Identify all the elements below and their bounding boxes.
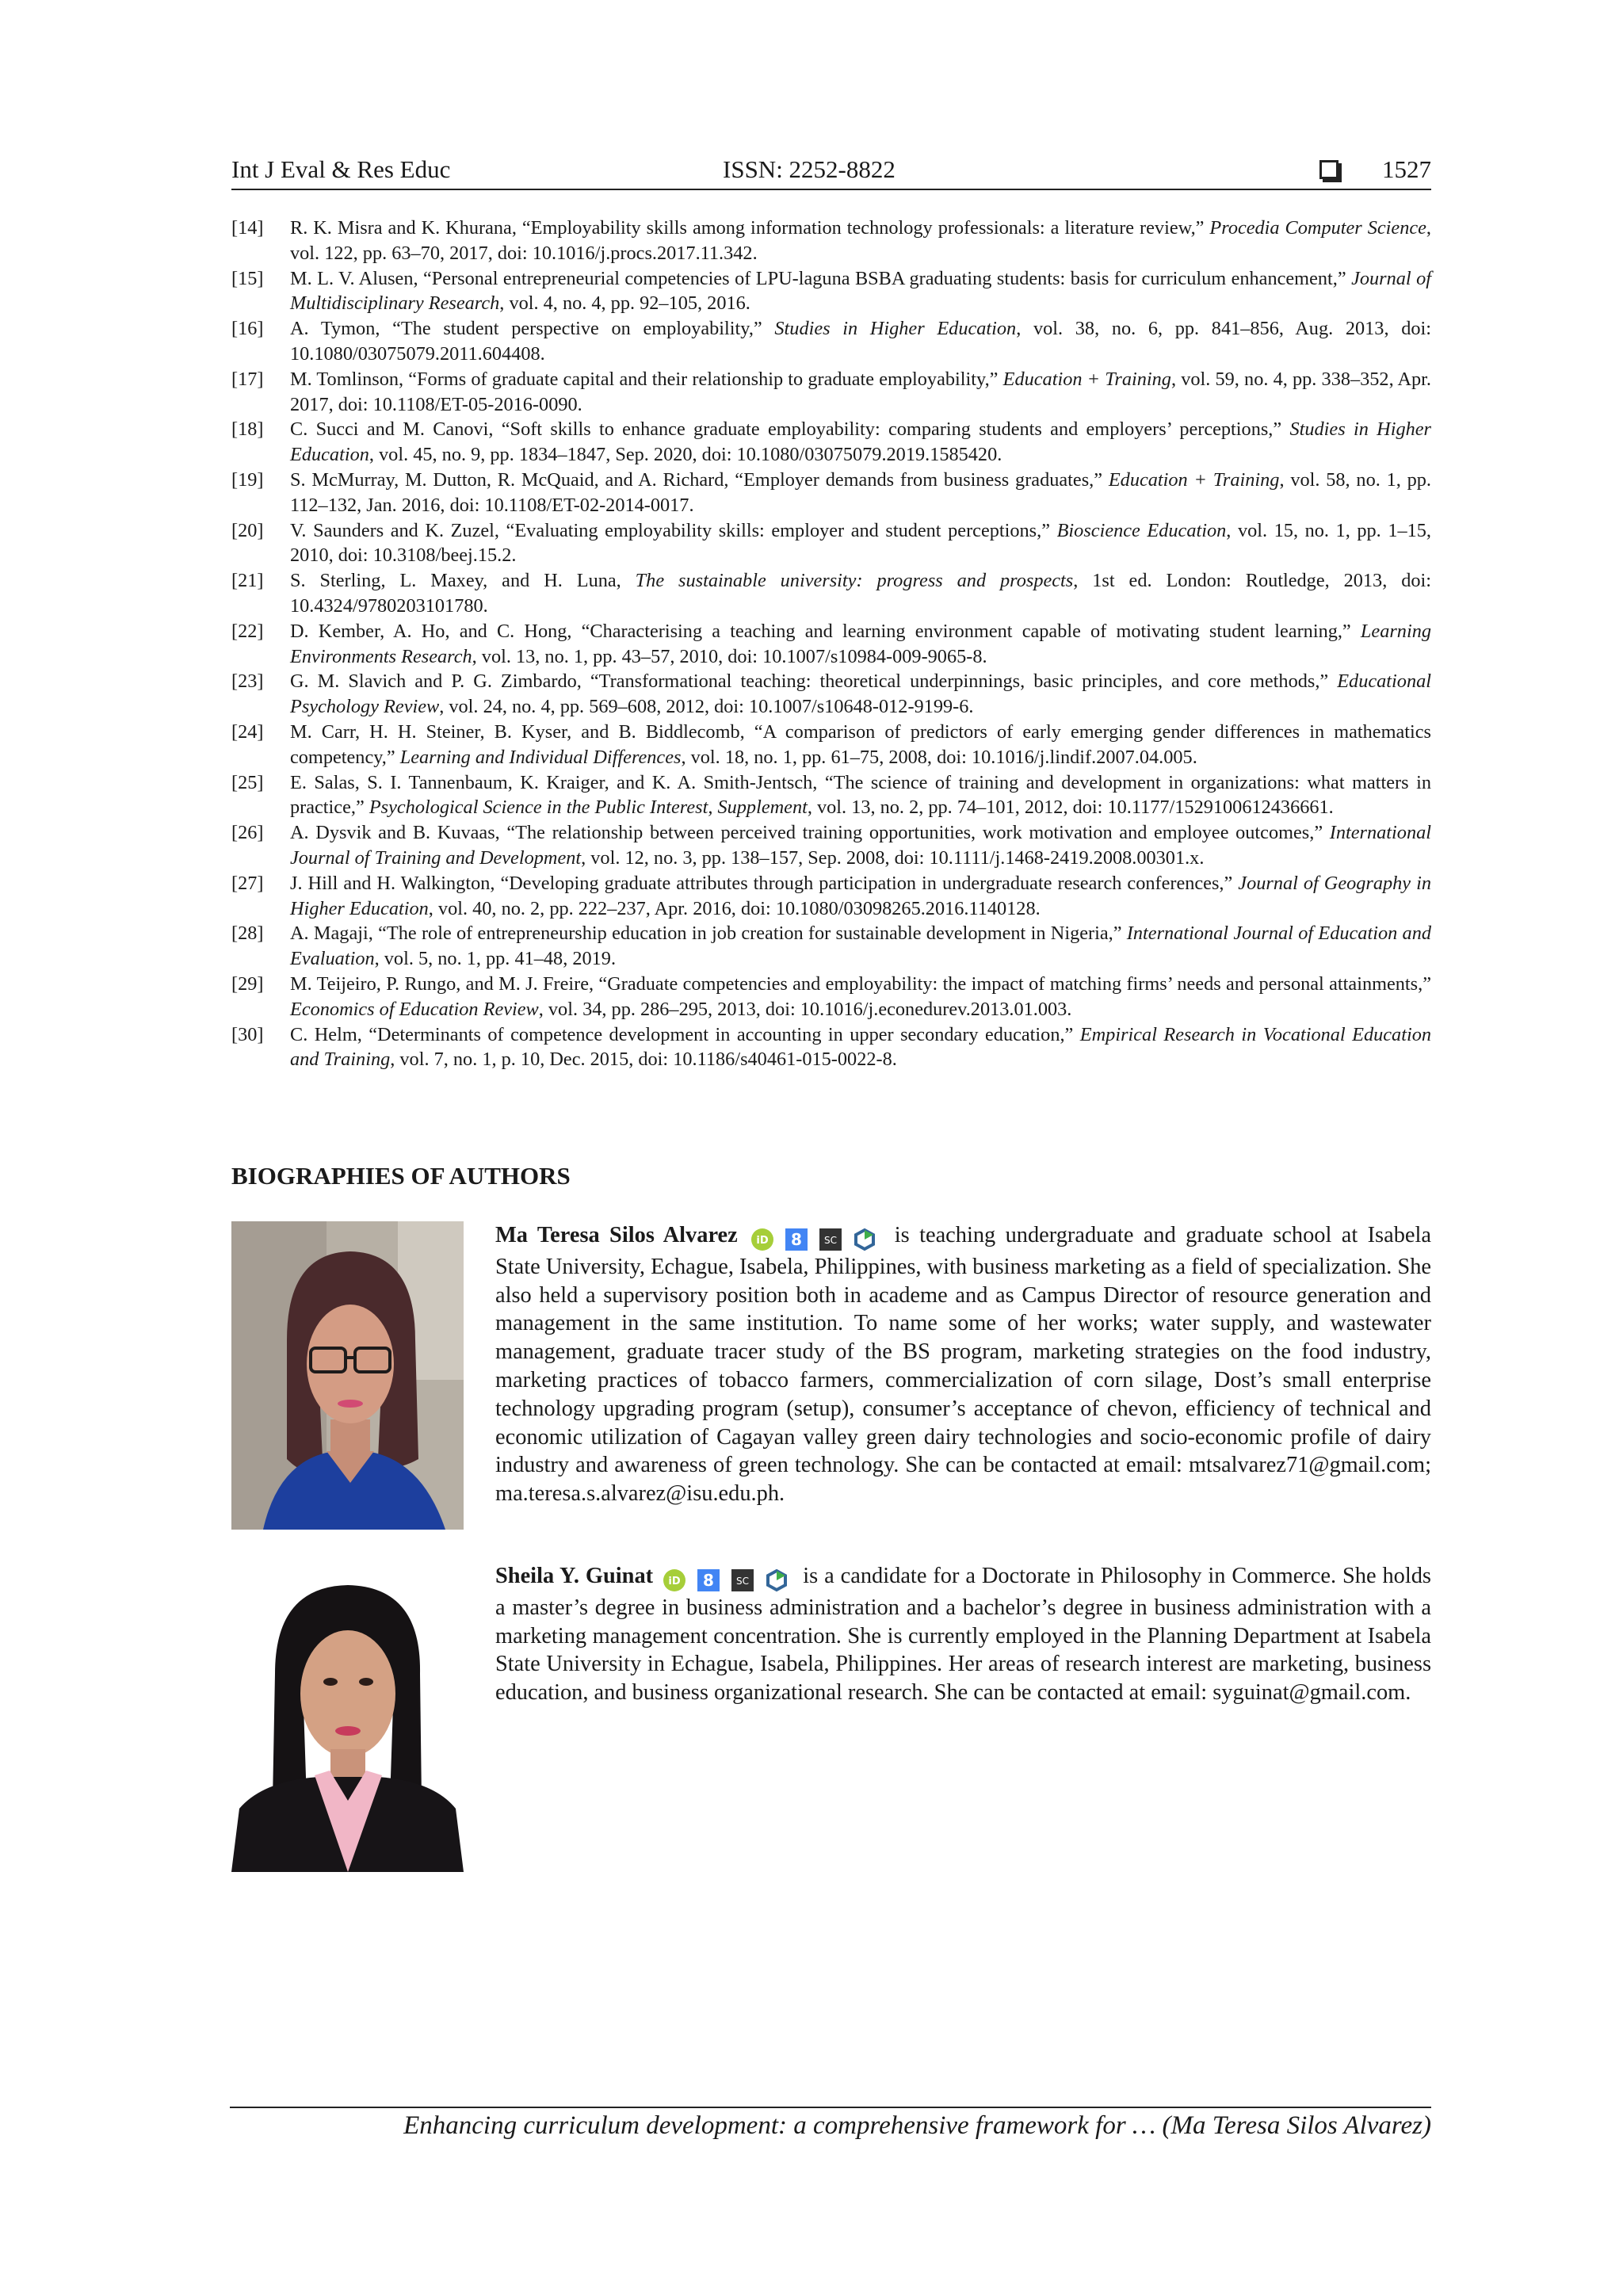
- author-name: Ma Teresa Silos Alvarez: [495, 1223, 738, 1247]
- orcid-icon[interactable]: [663, 1568, 686, 1592]
- author-photo-2: [231, 1563, 464, 1872]
- svg-text:SC: SC: [824, 1235, 838, 1247]
- reference-entry: [231, 568, 1431, 619]
- reference-text: D. Kember, A. Ho, and C. Hong, “Characterising a teaching and learning environment capable of motivating student learning,” Learning Environments Research, vol. 13, no. 1, pp. 43–57, 2010, doi: 10.1007/s10984-009-9065-8.: [290, 620, 1431, 667]
- reference-entry: [231, 367, 1431, 418]
- reference-number: [30]: [231, 1023, 264, 1045]
- reference-text: M. Tomlinson, “Forms of graduate capital and their relationship to graduate employability,” Education + Training, vol. 59, no. 4, pp. 338–352, Apr. 2017, doi: 10.1108/ET-05-2016-0090.: [290, 368, 1432, 415]
- reference-text: M. Carr, H. H. Steiner, B. Kyser, and B. Biddlecomb, “A comparison of predictors of early emerging gender differences in mathematics competency,” Learning and Individual Differences, vol. 18, no. 1, pp. 61–75, 2008, doi: 10.1016/j.lindif.2007.04.005.: [290, 720, 1431, 768]
- reference-number: [24]: [231, 720, 264, 743]
- issn: ISSN: 2252-8822: [723, 155, 896, 183]
- reference-entry: [231, 720, 1431, 770]
- box-icon: [1319, 160, 1338, 179]
- reference-text: G. M. Slavich and P. G. Zimbardo, “Transformational teaching: theoretical underpinnings, basic principles, and core methods,” Educational Psychology Review, vol. 24, no. 4, pp. 569–608, 2012, doi: 10.1007/s10648-012-9199-6.: [290, 670, 1431, 718]
- reference-entry: [231, 921, 1431, 972]
- reference-text: S. Sterling, L. Maxey, and H. Luna, The sustainable university: progress and prospects, 1st ed. London: Routledge, 2013, doi: 10.4324/9780203101780.: [290, 570, 1431, 617]
- author-bio-text: is a candidate for a Doctorate in Philosophy in Commerce. She holds a master’s degree in business administration and a bachelor’s degree in business administration with a marketing management concentration. She is currently employed in the Planning Department at Isabela State University in Echague, Isabela, Philippines. Her areas of research interest are marketing, business education, and business organizational research. She can be contacted at email: syguinat@gmail.com.: [495, 1564, 1431, 1706]
- reference-entry: [231, 820, 1431, 871]
- section-heading: BIOGRAPHIES OF AUTHORS: [231, 1162, 571, 1190]
- reference-number: [14]: [231, 217, 264, 239]
- reference-number: [20]: [231, 519, 264, 541]
- reference-entry: [231, 770, 1431, 821]
- reference-entry: [231, 1022, 1431, 1073]
- reference-number: [26]: [231, 822, 264, 844]
- reference-number: [19]: [231, 468, 264, 491]
- publons-icon[interactable]: [853, 1228, 876, 1251]
- reference-text: M. Teijeiro, P. Rungo, and M. J. Freire, “Graduate competencies and employability: the impact of matching firms’ needs and personal attainments,” Economics of Education Review, vol. 34, pp. 286–295, 2013, doi: 10.1016/j.econedurev.2013.01.003.: [290, 972, 1431, 1020]
- reference-text: J. Hill and H. Walkington, “Developing graduate attributes through participation in undergraduate research conferences,” Journal of Geography in Higher Education, vol. 40, no. 2, pp. 222–237, Apr. 2016, doi: 10.1080/03098265.2016.1140128.: [290, 872, 1431, 919]
- author-bio-2: [495, 1562, 1431, 1707]
- scopus-icon[interactable]: [731, 1568, 754, 1592]
- svg-text:8: 8: [791, 1230, 803, 1250]
- svg-text:SC: SC: [736, 1576, 750, 1587]
- author-bio-text: is teaching undergraduate and graduate school at Isabela State University, Echague, Isabela, Philippines, with business marketing as a field of specialization. She also held a supervisory position both in academe and as Campus Director of resource generation and management in the same institution. To name some of her works; water supply, and wastewater management, graduate tracer study of the BS program, marketing strategies on the food industry, marketing practices of tobacco farmers, commercialization of corn silage, Dost’s small enterprise technology upgrading program (setup), consumer’s acceptance of chevon, efficiency of technical and economic utilization of Cagayan valley green dairy technologies and socio-economic profile of dairy industry and awareness of green technology. She can be contacted at email: mtsalvarez71@gmail.com; ma.teresa.s.alvarez@isu.edu.ph.: [495, 1223, 1431, 1507]
- reference-entry: [231, 871, 1431, 922]
- google-scholar-icon[interactable]: [785, 1228, 808, 1251]
- svg-text:iD: iD: [668, 1576, 681, 1588]
- journal-name: Int J Eval & Res Educ: [231, 155, 451, 183]
- reference-text: E. Salas, S. I. Tannenbaum, K. Kraiger, and K. A. Smith-Jentsch, “The science of training and development in organizations: what matters in practice,” Psychological Science in the Public Interest, Supplement, vol. 13, no. 2, pp. 74–101, 2012, doi: 10.1177/1529100612436661.: [290, 771, 1431, 819]
- reference-text: C. Helm, “Determinants of competence development in accounting in upper secondary education,” Empirical Research in Vocational Education and Training, vol. 7, no. 1, p. 10, Dec. 2015, doi: 10.1186/s40461-015-0022-8.: [290, 1023, 1431, 1071]
- reference-entry: [231, 972, 1431, 1022]
- reference-entry: [231, 216, 1431, 266]
- reference-number: [29]: [231, 972, 264, 995]
- footer-rule: [230, 2107, 1431, 2108]
- svg-text:8: 8: [703, 1571, 715, 1591]
- reference-number: [15]: [231, 267, 264, 289]
- reference-entry: [231, 266, 1431, 317]
- reference-entry: [231, 417, 1431, 468]
- orcid-icon[interactable]: [750, 1228, 774, 1251]
- author-photo-1: [231, 1221, 464, 1530]
- reference-entry: [231, 518, 1431, 569]
- reference-text: R. K. Misra and K. Khurana, “Employability skills among information technology professionals: a literature review,” Procedia Computer Science, vol. 122, pp. 63–70, 2017, doi: 10.1016/j.procs.2017.11.342.: [290, 217, 1431, 264]
- page-number: 1527: [1382, 155, 1431, 183]
- reference-text: A. Dysvik and B. Kuvaas, “The relationship between perceived training opportunities, work motivation and employee outcomes,” International Journal of Training and Development, vol. 12, no. 3, pp. 138–157, Sep. 2008, doi: 10.1111/j.1468-2419.2008.00301.x.: [290, 822, 1431, 869]
- reference-number: [28]: [231, 923, 264, 945]
- google-scholar-icon[interactable]: [697, 1568, 720, 1592]
- reference-text: C. Succi and M. Canovi, “Soft skills to enhance graduate employability: comparing students and employers’ perceptions,” Studies in Higher Education, vol. 45, no. 9, pp. 1834–1847, Sep. 2020, doi: 10.1080/03075079.2019.1585420.: [290, 418, 1431, 466]
- reference-text: V. Saunders and K. Zuzel, “Evaluating employability skills: employer and student perceptions,” Bioscience Education, vol. 15, no. 1, pp. 1–15, 2010, doi: 10.3108/beej.15.2.: [290, 519, 1431, 567]
- reference-entry: [231, 468, 1431, 518]
- reference-number: [27]: [231, 872, 264, 894]
- svg-text:iD: iD: [756, 1235, 769, 1247]
- reference-entry: [231, 316, 1431, 367]
- author-bio-1: [495, 1221, 1431, 1508]
- scopus-icon[interactable]: [819, 1228, 842, 1251]
- reference-list: [231, 216, 1431, 1072]
- reference-number: [18]: [231, 418, 264, 441]
- publons-icon[interactable]: [765, 1568, 789, 1592]
- running-header: [231, 155, 1431, 190]
- author-name: Sheila Y. Guinat: [495, 1564, 654, 1588]
- reference-entry: [231, 619, 1431, 670]
- reference-number: [22]: [231, 620, 264, 642]
- reference-number: [17]: [231, 368, 264, 390]
- running-footer: Enhancing curriculum development: a comprehensive framework for … (Ma Teresa Silos Alvarez): [403, 2111, 1431, 2140]
- reference-text: A. Magaji, “The role of entrepreneurship education in job creation for sustainable development in Nigeria,” International Journal of Education and Evaluation, vol. 5, no. 1, pp. 41–48, 2019.: [290, 923, 1431, 970]
- reference-number: [25]: [231, 771, 264, 793]
- reference-text: S. McMurray, M. Dutton, R. McQuaid, and A. Richard, “Employer demands from business graduates,” Education + Training, vol. 58, no. 1, pp. 112–132, Jan. 2016, doi: 10.1108/ET-02-2014-0017.: [290, 468, 1431, 516]
- reference-number: [21]: [231, 570, 264, 592]
- author-profile-icons: [663, 1565, 793, 1594]
- reference-text: A. Tymon, “The student perspective on employability,” Studies in Higher Education, vol. 38, no. 6, pp. 841–856, Aug. 2013, doi: 10.1080/03075079.2011.604408.: [290, 318, 1431, 365]
- reference-entry: [231, 669, 1431, 720]
- reference-number: [16]: [231, 318, 264, 340]
- author-profile-icons: [750, 1224, 881, 1253]
- reference-text: M. L. V. Alusen, “Personal entrepreneurial competencies of LPU-laguna BSBA graduating students: basis for curriculum enhancement,” Journal of Multidisciplinary Research, vol. 4, no. 4, pp. 92–105, 2016.: [290, 267, 1431, 315]
- reference-number: [23]: [231, 670, 264, 693]
